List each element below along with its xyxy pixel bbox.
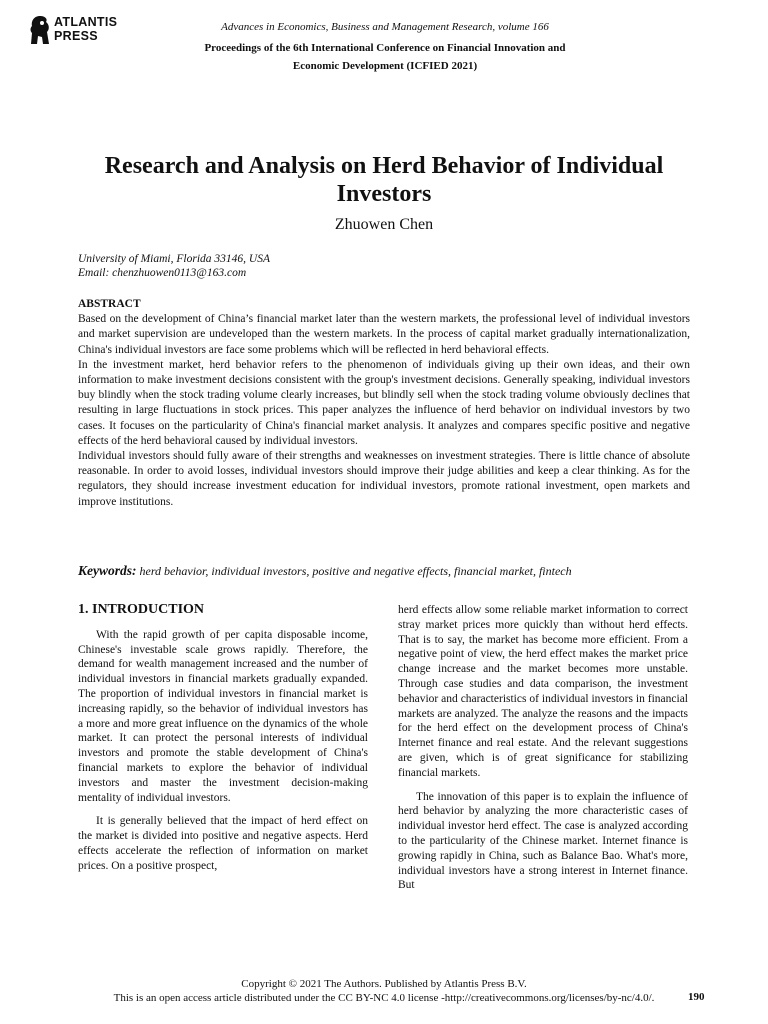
section-heading-introduction: 1. INTRODUCTION xyxy=(78,602,205,617)
abstract-paragraph: In the investment market, herd behavior refers to the phenomenon of individuals giving up their own ideas, and their own information to make investment decisions consistent with the group's investment decisions. Generally speaking, individual investors buy blindly when the stock trading volume clearly increases, but blindly sell when the stock trading volume obviously declines that resulting in large fluctuations in stock prices. This paper analyzes the influence of herd behavior on individual investors by two cases. It focuses on the particularity of China's financial market analysis. It analyzes and compares specific positive and negative effects of the herd behavioral caused by individual investors. xyxy=(78,358,690,447)
logo-line-1: ATLANTIS xyxy=(54,15,118,29)
copyright-notice: Copyright © 2021 The Authors. Published by Atlantis Press B.V. xyxy=(241,978,527,990)
affiliation-block xyxy=(78,252,270,280)
running-header xyxy=(150,20,620,75)
keywords-label: Keywords: xyxy=(78,563,137,578)
proceedings-title xyxy=(150,39,620,75)
body-paragraph: It is generally believed that the impact of herd effect on the market is divided into positive and negative aspects. Herd effects accelerate the reflection of information on market prices. On a positive prospect, xyxy=(78,815,368,872)
abstract-paragraph: Individual investors should fully aware of their strengths and weaknesses on investment strategies. There is little chance of absolute reasonable. In order to avoid losses, individual investors should improve their judge abilities and keep a clear thinking. As for the regulators, they should increase investment education for individual investors, promote rational investment, open markets and improve institutions. xyxy=(78,450,690,508)
body-paragraph-continued: herd effects allow some reliable market information to correct stray market prices more quickly than without herd effects. That is to say, the market has become more efficient. From a negative point of view, the herd effect makes the market price change increase and the market becomes more unstable. Through case studies and data comparison, the investment behavior and characteristics of individual investors in financial markets are analyzed. The analyze the reasons and the impacts for the herd effect on the development process of China's Internet finance and real estate. And the relevant suggestions are given, which is of great significance for stabilizing financial markets. xyxy=(398,604,688,779)
paper-title: Research and Analysis on Herd Behavior of Individual Investors xyxy=(104,153,664,207)
body-paragraph: The innovation of this paper is to explain the influence of herd behavior by analyzing the more characteristic cases of individual investor herd effect. The case is analyzed according to the particularity of the Chinese market. Internet finance is growing rapidly in China, such as Balance Bao. What's more, individual investors have a strong interest in Internet finance. But xyxy=(398,790,688,892)
proceedings-line-2: Economic Development (ICFIED 2021) xyxy=(292,60,478,72)
atlantis-logo-icon xyxy=(28,14,52,48)
left-column xyxy=(78,603,368,883)
proceedings-line-1: Proceedings of the 6th International Conference on Financial Innovation and xyxy=(204,42,566,54)
abstract-heading: ABSTRACT xyxy=(78,298,141,310)
author-name: Zhuowen Chen xyxy=(334,216,434,233)
author-email: Email: chenzhuowen0113@163.com xyxy=(78,267,247,279)
page-footer xyxy=(60,977,708,1005)
right-column xyxy=(398,603,688,902)
series-title: Advances in Economics, Business and Management Research, volume 166 xyxy=(221,21,549,33)
abstract-section xyxy=(78,297,690,510)
logo-line-2: PRESS xyxy=(54,28,98,43)
body-paragraph: With the rapid growth of per capita disposable income, Chinese's investable scale grows rapidly. Therefore, the demand for wealth management increased and the number of individual investors in financial markets gradually expanded. The proportion of individual investors in financial market is increasing rapidly, so the behavior of individual investors has a more and more great influence on the dynamics of the whole market. It can protect the personal interests of individual investors and promote the stable development of China's financial markets to explore the behavior of individual investors and master the investment decision-making mentality of individual investors. xyxy=(78,628,368,804)
keywords-line xyxy=(78,563,690,579)
atlantis-press-logo xyxy=(28,14,148,50)
abstract-paragraph: Based on the development of China’s financial market later than the western markets, the professional level of individual investors and market supervision are undeveloped than the western markets. In the process of capital market gradually internationalization, China's individual investors are face some problems which will be reflected in herd behavioral effects. xyxy=(78,313,690,356)
page-number: 190 xyxy=(688,991,705,1003)
keywords-text: herd behavior, individual investors, positive and negative effects, financial market, fintech xyxy=(139,564,572,578)
affiliation: University of Miami, Florida 33146, USA xyxy=(78,253,270,265)
license-notice: This is an open access article distributed under the CC BY-NC 4.0 license -http://creativecommons.org/licenses/by-nc/4.0/. xyxy=(113,992,655,1004)
